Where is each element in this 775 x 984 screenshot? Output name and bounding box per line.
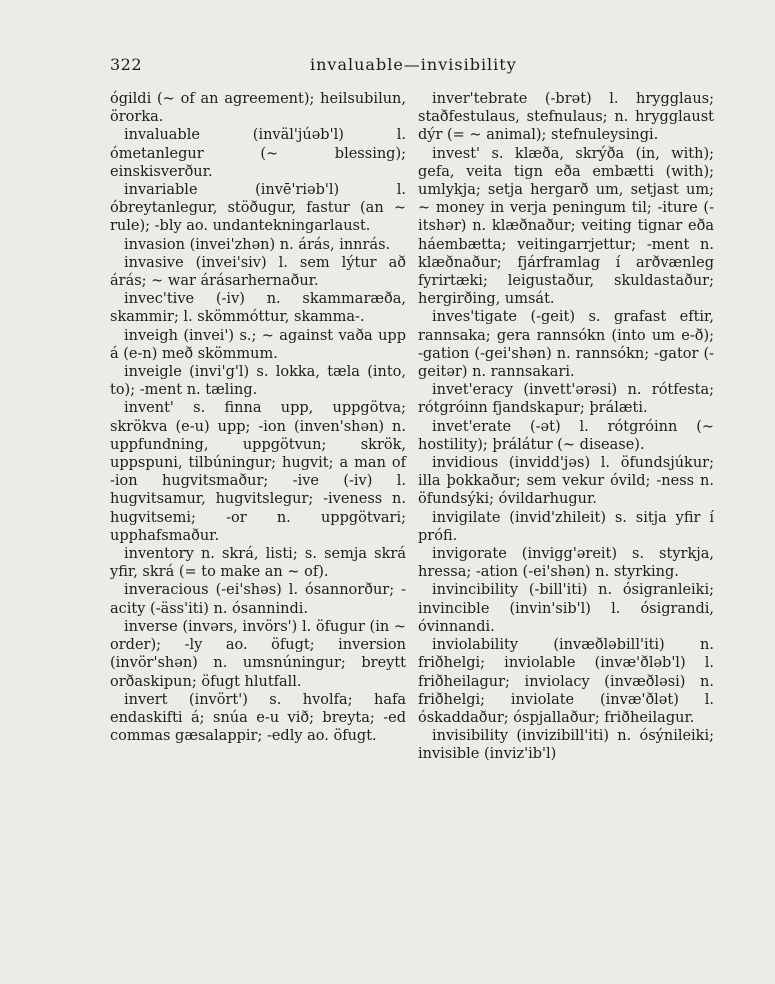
- entry-inventory: inventory n. skrá, listi; s. semja skrá yfir, skrá (= to make an ~ of).: [110, 546, 406, 581]
- entry-invasive: invasive (invei'siv) l. sem lýtur að árás; ~ war árásarhernaður.: [110, 254, 406, 290]
- entry-invisibility: invisibility (invizibill'iti) n. ósýnileiki; invisible (inviz'ib'l): [418, 728, 714, 763]
- entry-invaluable: invaluable (inväl'júəb'l) l. ómetanlegur (~ blessing); einskisverður.: [110, 127, 406, 180]
- entry-invasion: invasion (invei'zhən) n. árás, innrás.: [124, 236, 391, 253]
- entry-invent: invent' s. finna upp, uppgötva; skrökva (e-u) upp; -ion (inven'shən) n. uppfundning, uppgötvun; skrök, uppspuni, tilbúningur; hugvit; a man of -ion hugvitsmaður; -ive (-iv) l. hugvitsamur, hugvitslegur; -iveness n. hugvitsemi; -or n. uppgötvari; upphafsmaður.: [110, 400, 406, 544]
- entry-invariable: invariable (invē'riəb'l) l. óbreytanlegur, stöðugur, fastur (an ~ rule); -bly ao. undantekningarlaust.: [110, 182, 406, 235]
- entry-inveracious: inveracious (-ei'shəs) l. ósannorður; -acity (-äss'iti) n. ósannindi.: [110, 582, 406, 617]
- entry-inexcusable-continuation: ógildi (~ of an agreement); heilsubilun, örorka.: [110, 91, 406, 126]
- left-column: [110, 90, 406, 745]
- page-header: [110, 55, 710, 81]
- entry-inveigh: inveigh (invei') s.; ~ against vaða upp á (e-n) með skömmum.: [110, 327, 406, 362]
- running-head: invaluable—invisibility: [310, 55, 517, 74]
- entry-inverse: inverse (invərs, invörs') l. öfugur (in ~ order); -ly ao. öfugt; inversion (invör'shən) n. umsnúningur; breytt orðaskipun; öfugt hlutfall.: [110, 618, 406, 690]
- entry-invective: invec'tive (-iv) n. skammaræða, skammir; l. skömmóttur, skamma-.: [110, 291, 406, 326]
- entry-inveterate: invet'erate (-ət) l. rótgróinn (~ hostility); þrálátur (~ disease).: [418, 418, 714, 453]
- entry-invertebrate: inver'tebrate (-brət) l. hrygglaus; staðfestulaus, stefnulaus; n. hrygglaust dýr (= ~ animal); stefnuleysingi.: [418, 91, 714, 144]
- page-number: 322: [110, 55, 143, 74]
- entry-investigate: inves'tigate (-geit) s. grafast eftir, rannsaka; gera rannsókn (into um e-ð); -gation (-gei'shən) n. rannsókn; -gator (-geitər) n. rannsakari.: [418, 309, 714, 381]
- entry-invert: invert (invört') s. hvolfa; hafa endaskifti á; snúa e-u við; breyta; -ed commas gæsalappir; -edly ao. öfugt.: [110, 691, 406, 745]
- right-column: [418, 90, 714, 764]
- entry-invigorate: invigorate (invigg'əreit) s. styrkja, hressa; -ation (-ei'shən) n. styrking.: [418, 546, 714, 581]
- entry-inveigle: inveigle (invi'g'l) s. lokka, tæla (into, to); -ment n. tæling.: [110, 364, 406, 399]
- entry-invidious: invidious (invidd'jəs) l. öfundsjúkur; illa þokkaður; sem vekur óvild; -ness n. öfundsýki; óvildarhugur.: [418, 455, 714, 508]
- entry-invincibility: invincibility (-bill'iti) n. ósigranleiki; invincible (invin'sib'l) l. ósigrandi, óvinnandi.: [418, 582, 714, 635]
- entry-inveteracy: invet'eracy (invett'ərəsi) n. rótfesta; rótgróinn fjandskapur; þrálæti.: [418, 382, 714, 417]
- entry-invigilate: invigilate (invid'zhileit) s. sitja yfir í prófi.: [418, 509, 714, 544]
- entry-inviolability: inviolability (invæðləbill'iti) n. friðhelgi; inviolable (invæ'ðləb'l) l. friðheilagur; inviolacy (invæðləsi) n. friðhelgi; inviolate (invæ'ðlət) l. óskaddaður; óspjallaður; friðheilagur.: [418, 637, 714, 726]
- entry-invest: invest' s. klæða, skrýða (in, with); gefa, veita tign eða embætti (with); umlykja; setja hergarð um, setjast um; ~ money in verja peningum til; -iture (-itshər) n. klæðnaður; veiting tignar eða háembætta; veitingarrjettur; -ment n. klæðnaður; fjárframlag í arðvænleg fyrirtæki; leigustaður, skuldastaður; hergirðing, umsát.: [418, 145, 714, 308]
